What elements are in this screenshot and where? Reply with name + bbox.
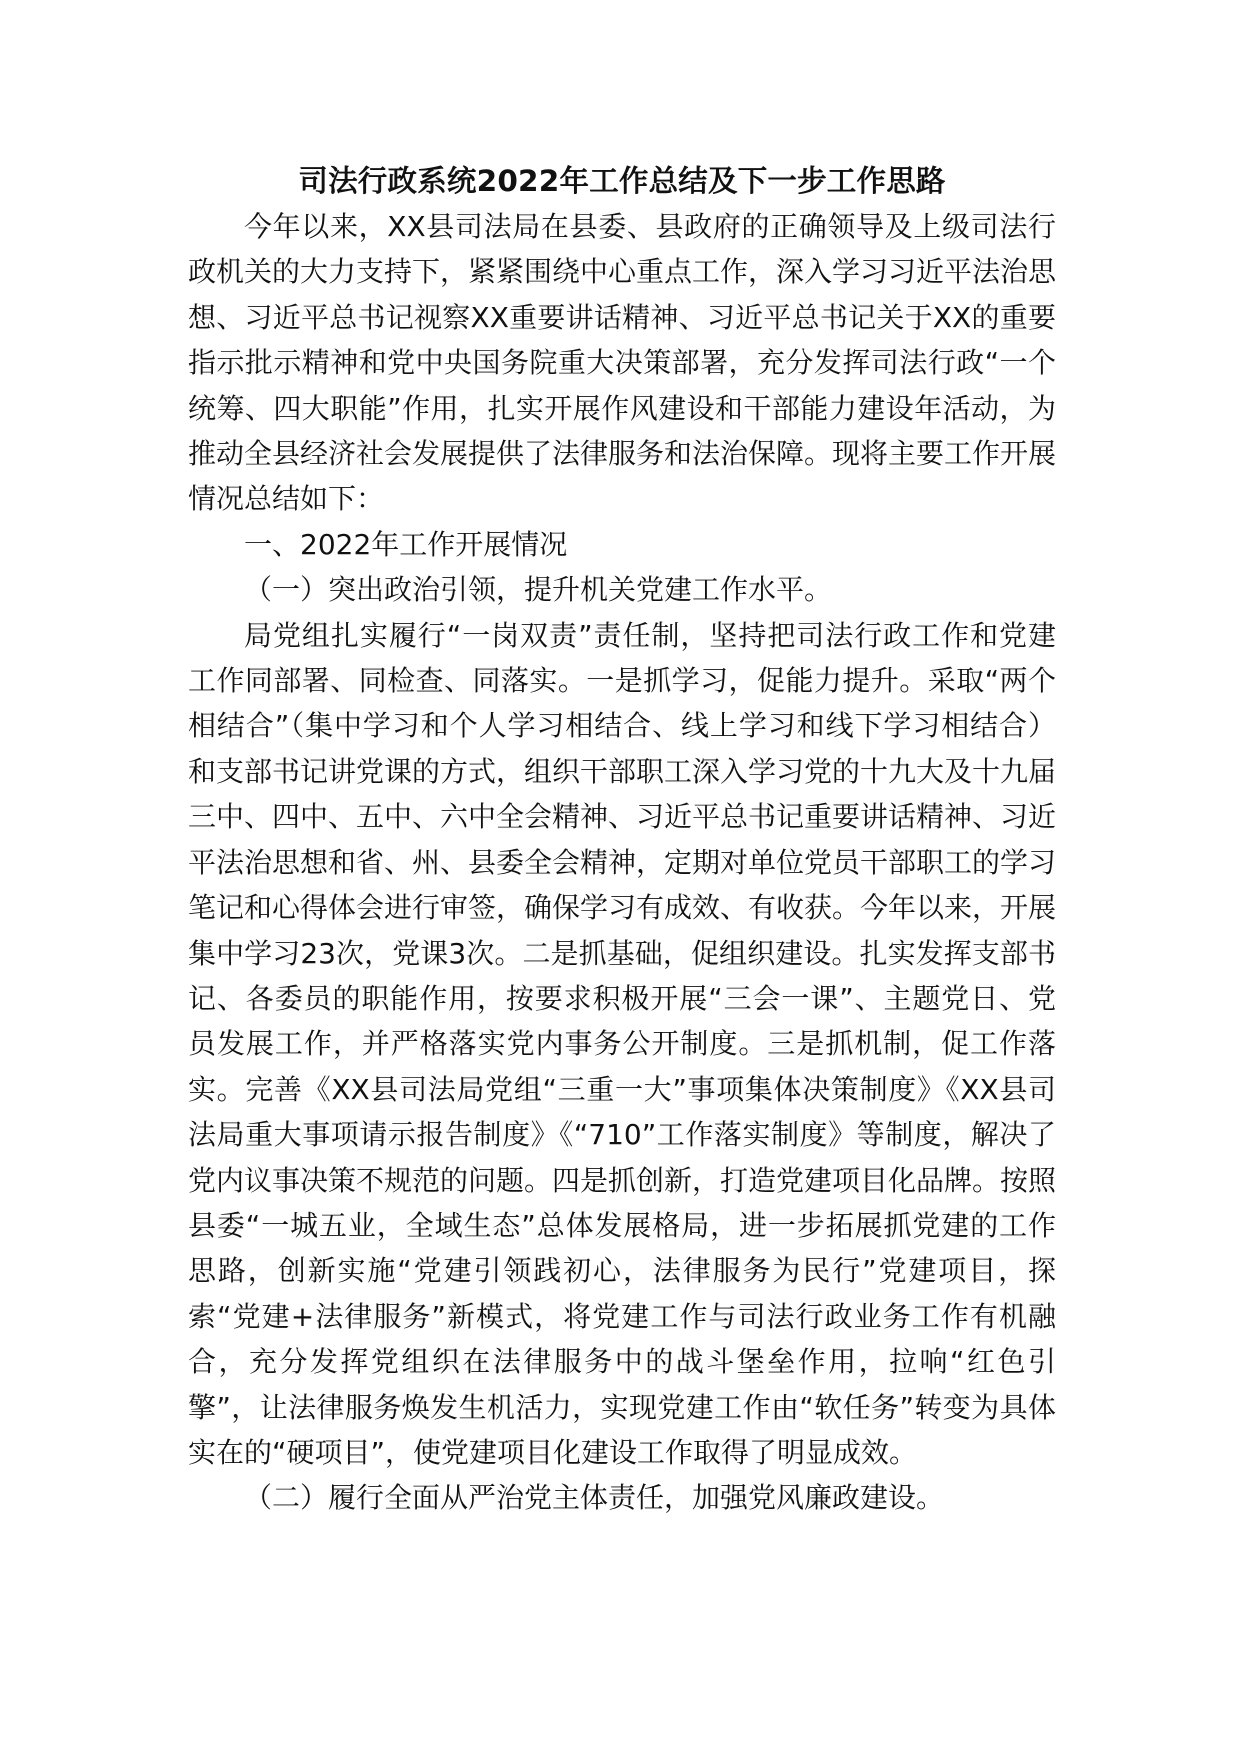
document-body [188, 158, 1056, 1521]
subsection-heading-2: （二）履行全面从严治党主体责任，加强党风廉政建设。 [244, 1481, 945, 1515]
subsection-heading-1: （一）突出政治引领，提升机关党建工作水平。 [244, 573, 833, 607]
intro-paragraph: 今年以来，XX县司法局在县委、县政府的正确领导及上级司法行政机关的大力支持下，紧紧围绕中心重点工作，深入学习习近平法治思想、习近平总书记视察XX重要讲话精神、习近平总书记关于XX的重要指示批示精神和党中央国务院重大决策部署，充分发挥司法行政“一个统筹、四大职能”作用，扎实开展作风建设和干部能力建设年活动，为推动全县经济社会发展提供了法律服务和法治保障。现将主要工作开展情况总结如下： [188, 210, 1057, 516]
subsection-body-1: 局党组扎实履行“一岗双责”责任制，坚持把司法行政工作和党建工作同部署、同检查、同落实。一是抓学习，促能力提升。采取“两个相结合”（集中学习和个人学习相结合、线上学习和线下学习相结合）和支部书记讲党课的方式，组织干部职工深入学习党的十九大及十九届三中、四中、五中、六中全会精神、习近平总书记重要讲话精神、习近平法治思想和省、州、县委全会精神，定期对单位党员干部职工的学习笔记和心得体会进行审签，确保学习有成效、有收获。今年以来，开展集中学习23次，党课3次。二是抓基础，促组织建设。扎实发挥支部书记、各委员的职能作用，按要求积极开展“三会一课”、主题党日、党员发展工作，并严格落实党内事务公开制度。三是抓机制，促工作落实。完善《XX县司法局党组“三重一大”事项集体决策制度》《XX县司法局重大事项请示报告制度》《“710”工作落实制度》等制度，解决了党内议事决策不规范的问题。四是抓创新，打造党建项目化品牌。按照县委“一城五业，全域生态”总体发展格局，进一步拓展抓党建的工作思路，创新实施“党建引领践初心，法律服务为民行”党建项目，探索“党建+法律服务”新模式，将党建工作与司法行政业务工作有机融合，充分发挥党组织在法律服务中的战斗堡垒作用，拉响“红色引擎”，让法律服务焕发生机活力，实现党建工作由“软任务”转变为具体实在的“硬项目”，使党建项目化建设工作取得了明显成效。 [188, 618, 1057, 1469]
section-heading-1: 一、2022年工作开展情况 [244, 527, 568, 561]
document-title: 司法行政系统2022年工作总结及下一步工作思路 [298, 164, 946, 198]
